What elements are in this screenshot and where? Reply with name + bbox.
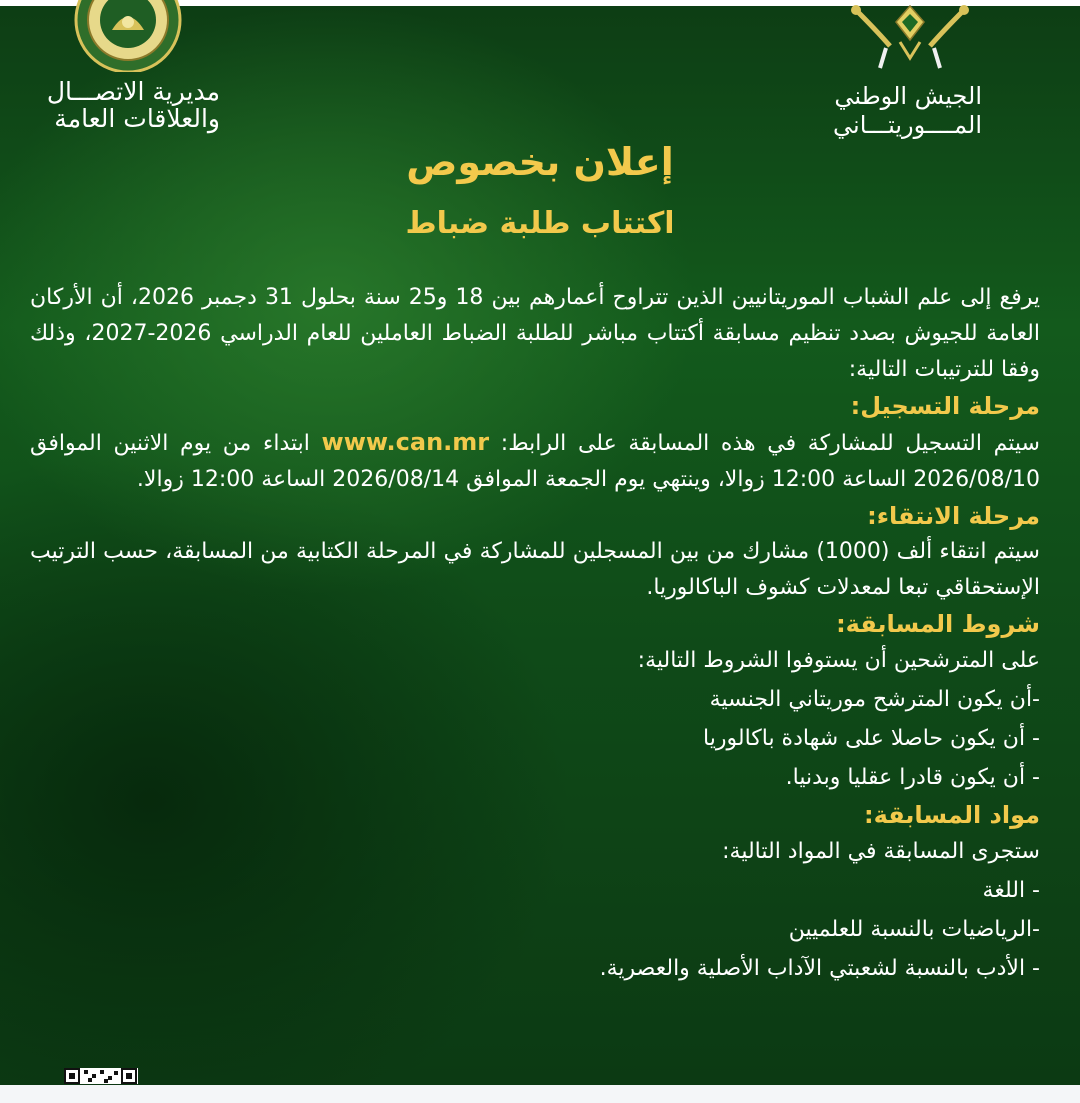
- subject-item: -الرياضيات بالنسبة للعلميين: [788, 917, 1040, 942]
- qr-code-icon: [64, 1068, 138, 1084]
- subjects-intro: ستجرى المسابقة في المواد التالية:: [722, 839, 1040, 864]
- announcement-subtitle: اكتتاب طلبة ضباط: [405, 206, 675, 241]
- selection-paragraph: سيتم انتقاء ألف (1000) مشارك من بين المسجلين للمشاركة في المرحلة الكتابية من المسابقة، حسب الترتيب الإستحقاقي تبعا لمعدلات كشوف الباكالوريا.: [30, 539, 1040, 600]
- directorate-name: [40, 78, 220, 132]
- directorate-name-line1: مديرية الاتصـــال: [46, 77, 220, 106]
- army-name-line2: المــــوريتـــاني: [833, 111, 982, 139]
- announcement-title: إعلان بخصوص: [406, 140, 674, 184]
- army-name: [820, 82, 982, 140]
- registration-text-after-link: ابتداء من يوم الاثنين الموافق 2026/08/10 الساعة 12:00 زوالا، وينتهي يوم الجمعة الموافق 2026/08/14 الساعة 12:00 زوالا.: [30, 431, 1040, 492]
- condition-item: - أن يكون حاصلا على شهادة باكالوريا: [703, 726, 1040, 751]
- selection-heading: مرحلة الانتقاء:: [867, 502, 1040, 530]
- registration-text-before-link: سيتم التسجيل للمشاركة في هذه المسابقة على الرابط:: [489, 431, 1040, 456]
- registration-paragraph: [30, 424, 1040, 498]
- directorate-seal-icon: [72, 0, 184, 72]
- registration-link[interactable]: www.can.mr: [321, 428, 490, 456]
- army-name-line1: الجيش الوطني: [834, 82, 982, 110]
- subjects-heading: مواد المسابقة:: [863, 801, 1040, 829]
- conditions-heading: شروط المسابقة:: [836, 610, 1040, 638]
- bottom-strip: [0, 1085, 1080, 1103]
- condition-item: - أن يكون قادرا عقليا وبدنيا.: [785, 765, 1040, 790]
- army-emblem-icon: [846, 0, 974, 74]
- subject-item: - اللغة: [982, 878, 1040, 903]
- condition-item: -أن يكون المترشح موريتاني الجنسية: [709, 687, 1040, 712]
- intro-paragraph: يرفع إلى علم الشباب الموريتانيين الذين تتراوح أعمارهم بين 18 و25 سنة بحلول 31 دجمبر 2026، أن الأركان العامة للجيوش بصدد تنظيم مسابقة أكتتاب مباشر للطلبة الضباط العاملين للعام الدراسي 2026-2027، وذلك وفقا للترتيبات التالية:: [30, 285, 1041, 382]
- directorate-name-line2: والعلاقات العامة: [54, 104, 220, 133]
- conditions-intro: على المترشحين أن يستوفوا الشروط التالية:: [637, 648, 1040, 673]
- subject-item: - الأدب بالنسبة لشعبتي الآداب الأصلية والعصرية.: [599, 956, 1040, 981]
- registration-heading: مرحلة التسجيل:: [850, 392, 1040, 420]
- announcement-body: [30, 280, 1040, 988]
